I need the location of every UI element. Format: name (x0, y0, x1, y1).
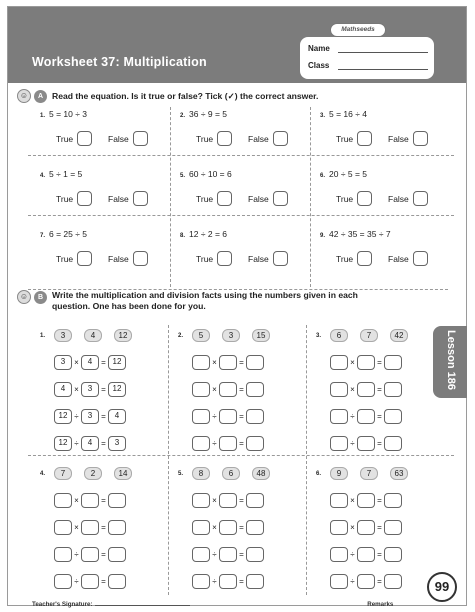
true-checkbox[interactable] (77, 131, 92, 146)
given-number: 3 (54, 329, 72, 342)
question-number: 1. (40, 333, 46, 339)
equals-symbol: = (239, 439, 244, 448)
true-label: True (56, 253, 74, 264)
true-label: True (336, 253, 354, 264)
given-number: 7 (360, 329, 378, 342)
operator-symbol: ÷ (74, 412, 79, 421)
answer-box[interactable]: 3 (81, 382, 99, 397)
answer-box[interactable] (357, 382, 375, 397)
fact-row (330, 355, 402, 370)
given-number: 3 (222, 329, 240, 342)
answer-box[interactable]: 12 (108, 382, 126, 397)
fact-row (192, 382, 264, 397)
answer-box[interactable] (384, 520, 402, 535)
false-label: False (388, 253, 409, 264)
answer-box[interactable] (219, 355, 237, 370)
fact-row (54, 355, 126, 370)
false-checkbox[interactable] (133, 251, 148, 266)
fact-row (330, 382, 402, 397)
equation (180, 229, 227, 239)
equals-symbol: = (239, 412, 244, 421)
answer-box[interactable] (192, 355, 210, 370)
given-number: 5 (192, 329, 210, 342)
answer-box[interactable] (384, 355, 402, 370)
true-false-item (36, 167, 174, 227)
given-number: 6 (330, 329, 348, 342)
question-number: 5. (180, 173, 186, 179)
answer-box[interactable] (192, 547, 210, 562)
equals-symbol: = (377, 412, 382, 421)
fact-row (54, 574, 126, 589)
answer-box[interactable] (81, 493, 99, 508)
teacher-signature-field[interactable] (95, 605, 190, 606)
equals-symbol: = (101, 577, 106, 586)
equals-symbol: = (239, 577, 244, 586)
answer-box[interactable] (219, 547, 237, 562)
answer-box[interactable] (330, 409, 348, 424)
true-false-item (176, 107, 314, 167)
false-label: False (248, 193, 269, 204)
false-label: False (248, 253, 269, 264)
answer-box[interactable] (192, 520, 210, 535)
question-number: 5. (178, 471, 184, 477)
answer-box[interactable] (357, 355, 375, 370)
fact-row (192, 574, 264, 589)
true-false-item (176, 227, 314, 287)
section-a-grid (36, 107, 454, 287)
equals-symbol: = (377, 577, 382, 586)
operator-symbol: × (74, 385, 79, 394)
answer-box[interactable] (330, 574, 348, 589)
true-label: True (336, 193, 354, 204)
mascot-icon: ☺ (17, 89, 31, 103)
true-label: True (56, 193, 74, 204)
answer-box[interactable]: 3 (81, 409, 99, 424)
answer-box[interactable] (357, 574, 375, 589)
equation (180, 169, 232, 179)
equals-symbol: = (377, 523, 382, 532)
grid-divider (310, 107, 311, 287)
page-title: Worksheet 37: Multiplication (32, 55, 207, 69)
operator-symbol: ÷ (350, 439, 355, 448)
answer-box[interactable] (384, 547, 402, 562)
fact-row (330, 574, 402, 589)
fact-row (54, 547, 126, 562)
fact-row (192, 520, 264, 535)
true-option (336, 131, 372, 146)
true-label: True (196, 193, 214, 204)
equals-symbol: = (377, 496, 382, 505)
operator-symbol: × (74, 358, 79, 367)
name-label: Name (308, 44, 330, 53)
given-number: 42 (390, 329, 408, 342)
fact-row (54, 436, 126, 451)
equation-text: 20 ÷ 5 = 5 (329, 169, 367, 179)
answer-box[interactable] (384, 574, 402, 589)
equation (320, 109, 367, 119)
answer-box[interactable] (192, 574, 210, 589)
page-number: 99 (427, 572, 457, 602)
false-option (108, 251, 148, 266)
question-number: 3. (320, 113, 326, 119)
true-label: True (56, 133, 74, 144)
false-option (108, 131, 148, 146)
answer-box[interactable]: 12 (54, 436, 72, 451)
equals-symbol: = (101, 439, 106, 448)
answer-box[interactable] (192, 436, 210, 451)
footer (32, 601, 466, 612)
section-b-grid (36, 325, 454, 601)
class-row (308, 61, 329, 70)
answer-box[interactable] (108, 574, 126, 589)
answer-box[interactable]: 4 (81, 436, 99, 451)
equation-text: 5 = 10 ÷ 3 (49, 109, 87, 119)
section-b-instruction-line2: question. One has been done for you. (52, 301, 206, 311)
true-checkbox[interactable] (77, 191, 92, 206)
answer-box[interactable] (246, 382, 264, 397)
answer-box[interactable] (54, 574, 72, 589)
fact-family-item (174, 325, 312, 463)
operator-symbol: ÷ (350, 577, 355, 586)
operator-symbol: × (350, 496, 355, 505)
answer-box[interactable] (246, 493, 264, 508)
equals-symbol: = (101, 523, 106, 532)
fact-row (330, 493, 402, 508)
answer-box[interactable]: 4 (81, 355, 99, 370)
answer-box[interactable] (357, 520, 375, 535)
answer-box[interactable] (330, 436, 348, 451)
equals-symbol: = (101, 358, 106, 367)
section-a-badge: A (34, 90, 47, 103)
operator-symbol: × (350, 523, 355, 532)
fact-row (54, 382, 126, 397)
operator-symbol: × (212, 523, 217, 532)
worksheet-page (7, 6, 467, 606)
answer-box[interactable] (384, 436, 402, 451)
answer-box[interactable] (108, 520, 126, 535)
question-number: 2. (180, 113, 186, 119)
fact-row (54, 409, 126, 424)
true-label: True (336, 133, 354, 144)
given-number: 12 (114, 329, 132, 342)
answer-box[interactable] (219, 574, 237, 589)
mascot-icon: ☺ (17, 290, 31, 304)
false-checkbox[interactable] (273, 191, 288, 206)
answer-box[interactable]: 4 (54, 382, 72, 397)
equals-symbol: = (101, 412, 106, 421)
fact-row (192, 409, 264, 424)
given-number: 9 (330, 467, 348, 480)
grid-divider (168, 325, 169, 595)
given-number: 6 (222, 467, 240, 480)
operator-symbol: ÷ (74, 550, 79, 559)
equals-symbol: = (239, 550, 244, 559)
true-checkbox[interactable] (217, 131, 232, 146)
false-label: False (248, 133, 269, 144)
fact-row (192, 493, 264, 508)
true-false-item (36, 107, 174, 167)
answer-box[interactable] (330, 355, 348, 370)
operator-symbol: ÷ (74, 439, 79, 448)
fact-row (192, 355, 264, 370)
question-number: 8. (180, 233, 186, 239)
answer-box[interactable] (192, 382, 210, 397)
answer-box[interactable] (330, 493, 348, 508)
true-false-item (316, 167, 454, 227)
true-checkbox[interactable] (357, 251, 372, 266)
answer-box[interactable] (384, 382, 402, 397)
answer-box[interactable] (357, 547, 375, 562)
equals-symbol: = (101, 550, 106, 559)
answer-box[interactable] (246, 520, 264, 535)
answer-box[interactable] (357, 493, 375, 508)
false-checkbox[interactable] (413, 251, 428, 266)
given-number: 7 (360, 467, 378, 480)
name-class-card (300, 37, 434, 79)
answer-box[interactable] (219, 520, 237, 535)
answer-box[interactable] (330, 382, 348, 397)
false-checkbox[interactable] (273, 131, 288, 146)
equals-symbol: = (377, 439, 382, 448)
fact-row (330, 520, 402, 535)
true-false-item (176, 167, 314, 227)
remarks-label: Remarks (367, 601, 394, 608)
false-label: False (388, 193, 409, 204)
true-checkbox[interactable] (217, 191, 232, 206)
equals-symbol: = (239, 358, 244, 367)
answer-box[interactable] (81, 547, 99, 562)
grid-divider (170, 107, 171, 287)
equation (180, 109, 227, 119)
grid-divider (28, 215, 454, 216)
false-checkbox[interactable] (413, 131, 428, 146)
question-number: 7. (40, 233, 46, 239)
true-option (56, 191, 92, 206)
equals-symbol: = (377, 550, 382, 559)
given-number: 7 (54, 467, 72, 480)
question-number: 6. (320, 173, 326, 179)
equation-text: 6 = 25 ÷ 5 (49, 229, 87, 239)
true-false-item (316, 107, 454, 167)
equals-symbol: = (239, 385, 244, 394)
answer-box[interactable] (192, 409, 210, 424)
grid-divider (306, 325, 307, 595)
operator-symbol: × (74, 496, 79, 505)
equation-text: 42 ÷ 35 = 35 ÷ 7 (329, 229, 391, 239)
operator-symbol: ÷ (212, 412, 217, 421)
equation-text: 60 ÷ 10 = 6 (189, 169, 232, 179)
operator-symbol: ÷ (212, 439, 217, 448)
given-number: 4 (84, 329, 102, 342)
equation-text: 36 ÷ 9 = 5 (189, 109, 227, 119)
true-checkbox[interactable] (77, 251, 92, 266)
equation (40, 109, 87, 119)
operator-symbol: × (74, 523, 79, 532)
answer-box[interactable] (246, 547, 264, 562)
brand-logo: Mathseeds (330, 23, 386, 37)
answer-box[interactable] (219, 493, 237, 508)
false-checkbox[interactable] (133, 131, 148, 146)
operator-symbol: ÷ (350, 550, 355, 559)
question-number: 2. (178, 333, 184, 339)
true-checkbox[interactable] (357, 131, 372, 146)
answer-box[interactable] (384, 493, 402, 508)
true-option (336, 191, 372, 206)
false-option (248, 251, 288, 266)
true-checkbox[interactable] (217, 251, 232, 266)
true-option (196, 131, 232, 146)
lesson-tab (433, 326, 467, 398)
true-label: True (196, 133, 214, 144)
answer-box[interactable] (108, 493, 126, 508)
answer-box[interactable] (54, 493, 72, 508)
operator-symbol: × (212, 358, 217, 367)
answer-box[interactable] (357, 436, 375, 451)
answer-box[interactable]: 4 (108, 409, 126, 424)
equals-symbol: = (101, 385, 106, 394)
true-option (196, 251, 232, 266)
fact-row (330, 547, 402, 562)
header-banner (8, 7, 466, 83)
answer-box[interactable] (81, 574, 99, 589)
section-b-instruction-line1: Write the multiplication and division facts using the numbers given in each (52, 290, 358, 300)
answer-box[interactable] (246, 409, 264, 424)
true-false-item (36, 227, 174, 287)
question-number: 1. (40, 113, 46, 119)
question-number: 6. (316, 471, 322, 477)
true-option (196, 191, 232, 206)
answer-box[interactable]: 12 (54, 409, 72, 424)
answer-box[interactable] (330, 547, 348, 562)
answer-box[interactable] (108, 547, 126, 562)
equation (40, 229, 87, 239)
true-option (56, 131, 92, 146)
false-option (248, 191, 288, 206)
false-option (388, 251, 428, 266)
section-b-badge: B (34, 291, 47, 304)
true-false-item (316, 227, 454, 287)
answer-box[interactable] (357, 409, 375, 424)
question-number: 4. (40, 173, 46, 179)
false-label: False (108, 133, 129, 144)
answer-box[interactable]: 12 (108, 355, 126, 370)
operator-symbol: ÷ (212, 550, 217, 559)
false-checkbox[interactable] (133, 191, 148, 206)
equation-text: 5 = 16 ÷ 4 (329, 109, 367, 119)
answer-box[interactable] (54, 547, 72, 562)
false-label: False (108, 253, 129, 264)
false-option (388, 131, 428, 146)
answer-box[interactable] (246, 436, 264, 451)
operator-symbol: × (350, 385, 355, 394)
false-checkbox[interactable] (413, 191, 428, 206)
fact-row (192, 436, 264, 451)
answer-box[interactable] (54, 520, 72, 535)
answer-box[interactable]: 3 (108, 436, 126, 451)
answer-box[interactable] (81, 520, 99, 535)
answer-box[interactable]: 3 (54, 355, 72, 370)
class-field[interactable] (338, 69, 428, 70)
equals-symbol: = (239, 523, 244, 532)
given-number: 8 (192, 467, 210, 480)
equation (320, 229, 391, 239)
class-label: Class (308, 61, 330, 70)
answer-box[interactable] (384, 409, 402, 424)
question-number: 9. (320, 233, 326, 239)
fact-row (330, 436, 402, 451)
fact-row (192, 547, 264, 562)
equation (40, 169, 82, 179)
name-row (308, 44, 330, 53)
true-label: True (196, 253, 214, 264)
false-checkbox[interactable] (273, 251, 288, 266)
equation-text: 5 ÷ 1 = 5 (49, 169, 83, 179)
grid-divider (28, 455, 454, 456)
name-field[interactable] (338, 52, 428, 53)
answer-box[interactable] (219, 409, 237, 424)
false-label: False (388, 133, 409, 144)
fact-row (330, 409, 402, 424)
operator-symbol: ÷ (74, 577, 79, 586)
question-number: 4. (40, 471, 46, 477)
equation-text: 12 ÷ 2 = 6 (189, 229, 227, 239)
answer-box[interactable] (219, 382, 237, 397)
fact-family-item (36, 463, 174, 601)
operator-symbol: × (212, 496, 217, 505)
equals-symbol: = (377, 358, 382, 367)
equals-symbol: = (377, 385, 382, 394)
false-option (248, 131, 288, 146)
fact-row (54, 493, 126, 508)
fact-family-item (312, 325, 450, 463)
answer-box[interactable] (246, 355, 264, 370)
true-option (336, 251, 372, 266)
section-a-instruction: Read the equation. Is it true or false? Tick (✓) the correct answer. (52, 91, 319, 101)
false-option (108, 191, 148, 206)
fact-row (54, 520, 126, 535)
true-option (56, 251, 92, 266)
operator-symbol: ÷ (350, 412, 355, 421)
answer-box[interactable] (246, 574, 264, 589)
lesson-tab-label: Lesson 186 (445, 330, 457, 390)
teacher-signature-label: Teacher's Signature: (32, 601, 93, 608)
fact-family-item (36, 325, 174, 463)
false-option (388, 191, 428, 206)
given-number: 15 (252, 329, 270, 342)
given-number: 2 (84, 467, 102, 480)
given-number: 63 (390, 467, 408, 480)
given-number: 48 (252, 467, 270, 480)
answer-box[interactable] (219, 436, 237, 451)
true-checkbox[interactable] (357, 191, 372, 206)
operator-symbol: × (350, 358, 355, 367)
equals-symbol: = (239, 496, 244, 505)
given-number: 14 (114, 467, 132, 480)
operator-symbol: ÷ (212, 577, 217, 586)
operator-symbol: × (212, 385, 217, 394)
equation (320, 169, 367, 179)
question-number: 3. (316, 333, 322, 339)
false-label: False (108, 193, 129, 204)
fact-family-item (174, 463, 312, 601)
answer-box[interactable] (192, 493, 210, 508)
grid-divider (28, 155, 454, 156)
answer-box[interactable] (330, 520, 348, 535)
equals-symbol: = (101, 496, 106, 505)
